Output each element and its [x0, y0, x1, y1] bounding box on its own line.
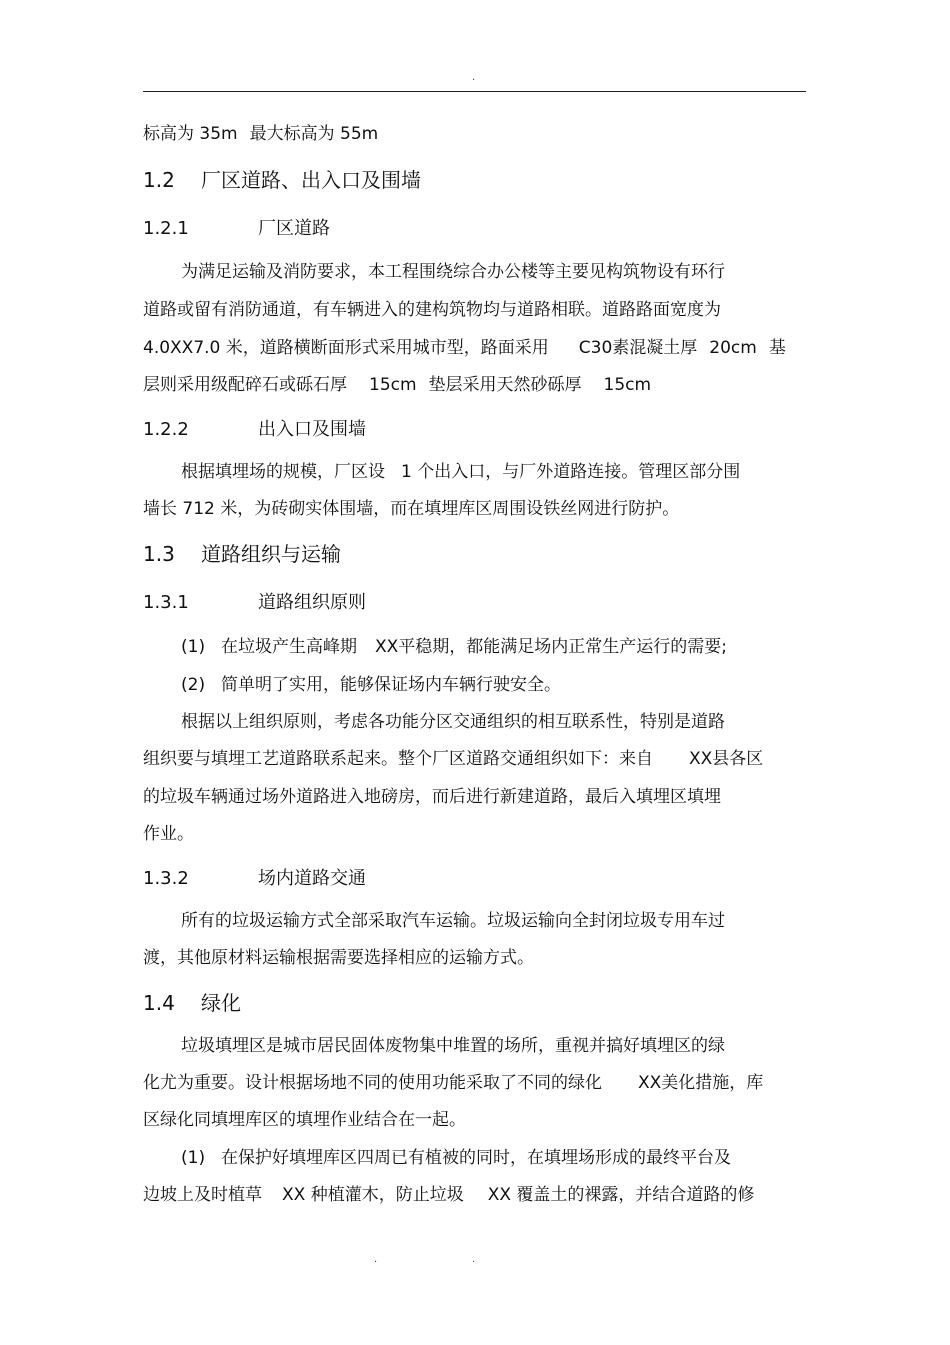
paragraph-line: 组织要与填埋工艺道路联系起来。整个厂区道路交通组织如下：来自 XX县各区	[143, 749, 764, 769]
subsection-heading	[143, 218, 330, 240]
section-heading	[143, 542, 341, 566]
paragraph-line: 垃圾填埋区是城市居民固体废物集中堆置的场所，重视并搞好填埋区的绿	[181, 1036, 725, 1056]
section-heading	[143, 991, 241, 1015]
subsection-heading	[143, 868, 366, 890]
subsection-heading	[143, 592, 366, 614]
paragraph-line: 为满足运输及消防要求，本工程围绕综合办公楼等主要见构筑物设有环行	[181, 262, 725, 282]
section-number: 1.2.2	[143, 419, 189, 440]
section-number: 1.3	[143, 542, 175, 566]
section-number: 1.4	[143, 991, 175, 1015]
paragraph-line: 边坡上及时植草 XX 种植灌木，防止垃圾 XX 覆盖土的裸露，并结合道路的修	[143, 1185, 755, 1205]
list-item: (1) 在垃圾产生高峰期 XX平稳期，都能满足场内正常生产运行的需要;	[181, 637, 728, 657]
section-title: 绿化	[201, 991, 241, 1015]
list-item-number: (1)	[181, 1148, 206, 1168]
paragraph-line: 作业。	[143, 824, 194, 844]
paragraph-line: 渡，其他原材料运输根据需要选择相应的运输方式。	[143, 948, 534, 968]
paragraph-line: 区绿化同填埋库区的填埋作业结合在一起。	[143, 1110, 466, 1130]
section-heading	[143, 168, 421, 192]
header-dot: .	[472, 72, 476, 83]
list-item: (1) 在保护好填埋库区四周已有植被的同时，在填埋场形成的最终平台及	[181, 1148, 731, 1168]
paragraph-line: 所有的垃圾运输方式全部采取汽车运输。垃圾运输向全封闭垃圾专用车过	[181, 911, 725, 931]
paragraph-line: 道路或留有消防通道，有车辆进入的建构筑物均与道路相联。道路路面宽度为	[143, 300, 721, 320]
section-number: 1.3.1	[143, 592, 189, 613]
footer-dot: .	[374, 1254, 378, 1265]
list-item-number: (2)	[181, 675, 206, 695]
subsection-heading	[143, 419, 366, 441]
paragraph-line: 化尤为重要。设计根据场地不同的使用功能采取了不同的绿化 XX美化措施，库	[143, 1073, 764, 1093]
section-number: 1.2.1	[143, 218, 189, 239]
paragraph-line: 根据填埋场的规模，厂区设 1 个出入口，与厂外道路连接。管理区部分围	[181, 462, 741, 482]
section-title: 道路组织原则	[258, 592, 366, 613]
paragraph-line: 4.0XX7.0 米，道路横断面形式采用城市型，路面采用 C30素混凝土厚 20cm 基	[143, 338, 786, 358]
section-number: 1.3.2	[143, 868, 189, 889]
header-rule	[143, 91, 806, 92]
section-number: 1.2	[143, 168, 175, 192]
list-item: (2) 简单明了实用，能够保证场内车辆行驶安全。	[181, 675, 561, 695]
paragraph-line: 层则采用级配碎石或砾石厚 15cm 垫层采用天然砂砾厚 15cm	[143, 375, 652, 395]
section-title: 道路组织与运输	[201, 542, 341, 566]
paragraph-line: 标高为 35m 最大标高为 55m	[143, 124, 379, 144]
paragraph-line: 的垃圾车辆通过场外道路进入地磅房，而后进行新建道路，最后入填埋区填埋	[143, 787, 721, 807]
paragraph-line: 墙长 712 米，为砖砌实体围墙，而在填埋库区周围设铁丝网进行防护。	[143, 499, 680, 519]
section-title: 出入口及围墙	[258, 419, 366, 440]
section-title: 场内道路交通	[258, 868, 366, 889]
paragraph-line: 根据以上组织原则，考虑各功能分区交通组织的相互联系性，特别是道路	[181, 712, 725, 732]
footer-dot: .	[472, 1254, 476, 1265]
section-title: 厂区道路	[258, 218, 330, 239]
section-title: 厂区道路、出入口及围墙	[201, 168, 421, 192]
list-item-number: (1)	[181, 637, 206, 657]
